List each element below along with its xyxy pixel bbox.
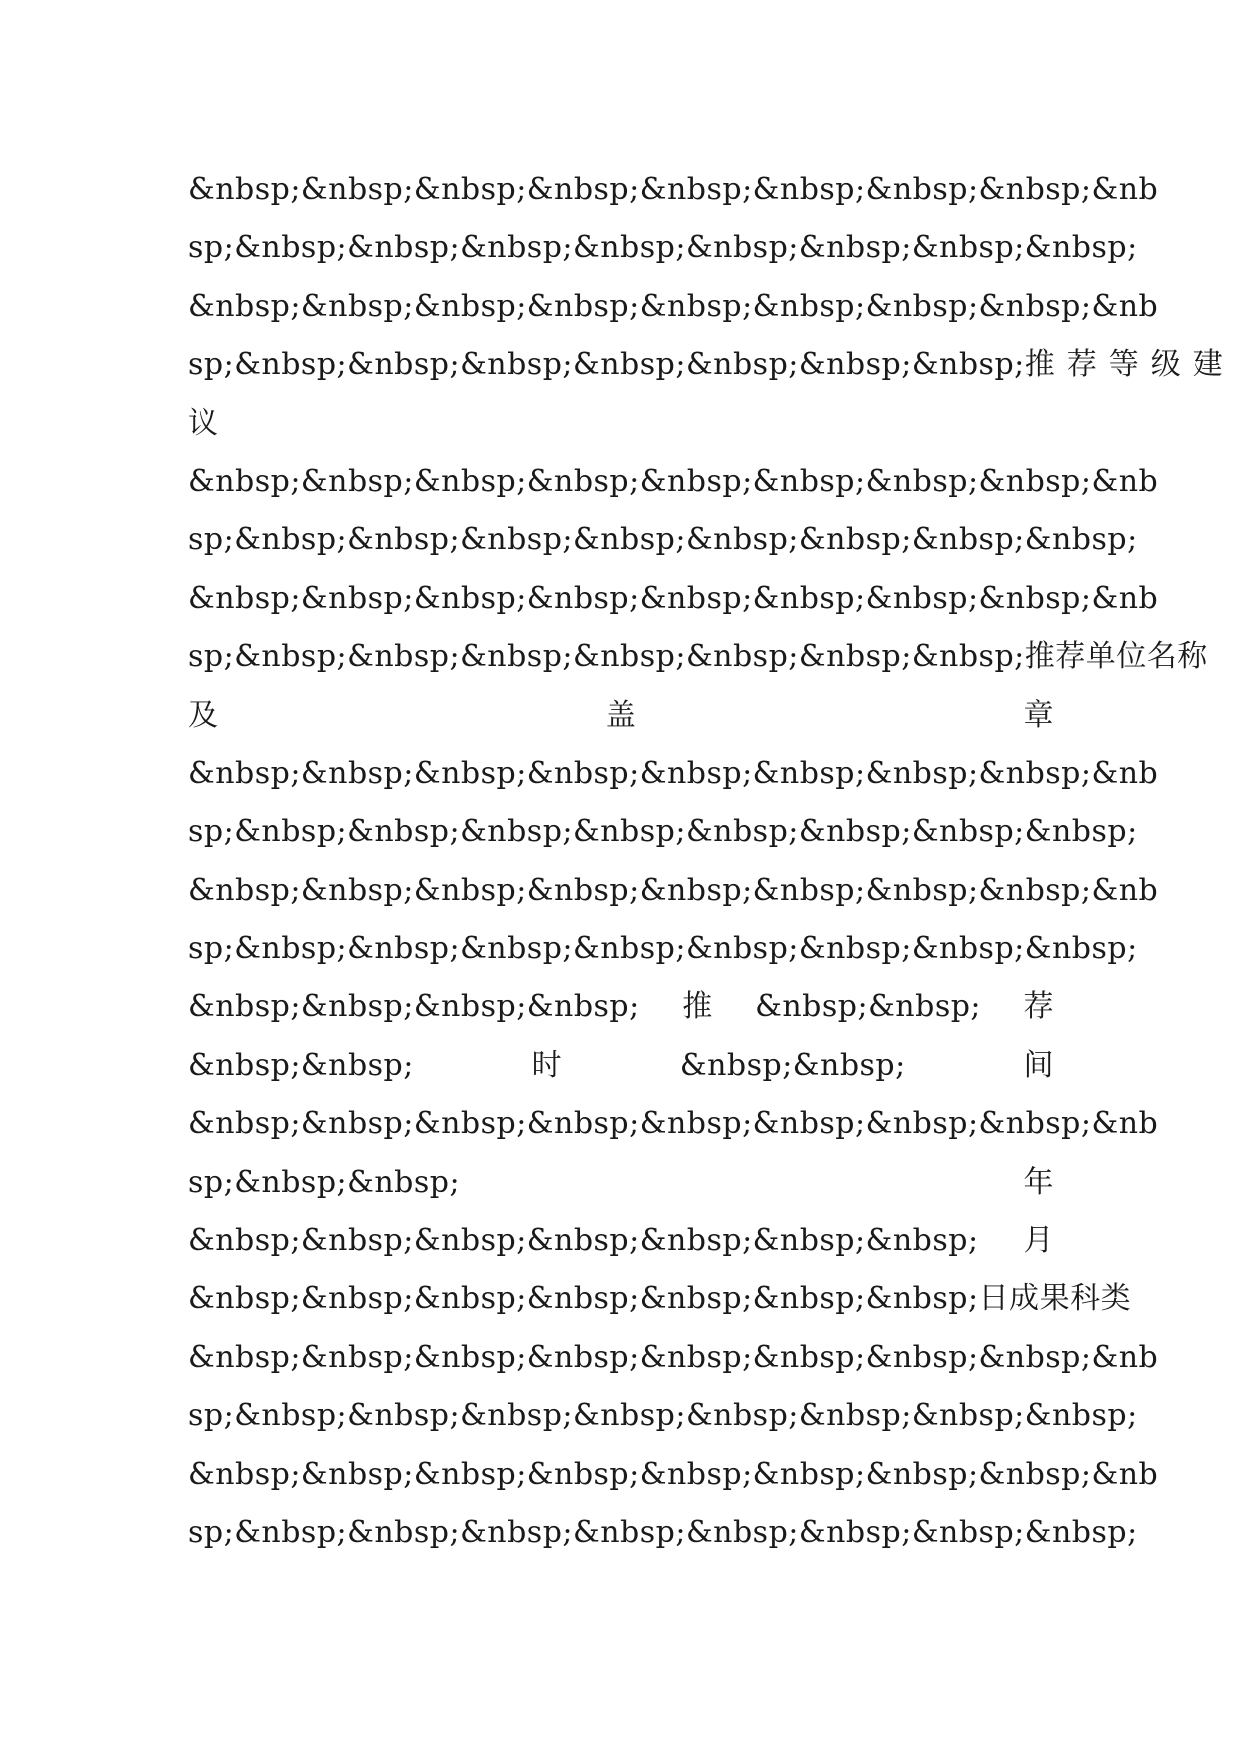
text-line: sp;&nbsp;&nbsp;&nbsp;&nbsp;&nbsp;&nbsp;&nbsp;&nbsp;	[188, 230, 1138, 266]
text-fragment: &nbsp;&nbsp;&nbsp;&nbsp;&nbsp;&nbsp;&nbsp;	[188, 1281, 979, 1317]
text-line-day-category	[188, 1270, 1132, 1328]
text-fragment: 年	[1023, 1164, 1054, 1200]
text-fragment: 章	[1023, 697, 1054, 733]
text-fragment: 月	[1023, 1223, 1054, 1259]
text-fragment: 及	[188, 697, 219, 733]
text-line: 议	[188, 405, 219, 441]
text-fragment: 荐	[1023, 989, 1054, 1025]
text-fragment: sp;&nbsp;&nbsp;&nbsp;&nbsp;&nbsp;&nbsp;&nbsp;	[188, 347, 1025, 383]
text-line-year	[188, 1154, 1054, 1212]
text-line: &nbsp;&nbsp;&nbsp;&nbsp;&nbsp;&nbsp;&nbsp;&nbsp;&nb	[188, 1106, 1159, 1142]
text-fragment: &nbsp;&nbsp;	[755, 989, 982, 1025]
text-line-recommend-level	[188, 336, 1235, 394]
text-fragment: 盖	[605, 697, 637, 733]
body-text	[188, 161, 1235, 1562]
text-fragment: sp;&nbsp;&nbsp;	[188, 1164, 461, 1200]
text-fragment: 日成	[978, 1281, 1040, 1317]
text-line: &nbsp;&nbsp;&nbsp;&nbsp;&nbsp;&nbsp;&nbsp;&nbsp;&nb	[188, 172, 1159, 207]
label-recommend-level: 推荐等级建	[1024, 347, 1235, 383]
text-fragment: 科	[1070, 1281, 1101, 1317]
text-fragment: 间	[1023, 1047, 1054, 1083]
text-fragment: 类	[1100, 1281, 1132, 1317]
text-line: &nbsp;&nbsp;&nbsp;&nbsp;&nbsp;&nbsp;&nbsp;&nbsp;&nb	[188, 288, 1159, 324]
text-line: &nbsp;&nbsp;&nbsp;&nbsp;&nbsp;&nbsp;&nbsp;&nbsp;&nb	[188, 580, 1159, 616]
text-line: sp;&nbsp;&nbsp;&nbsp;&nbsp;&nbsp;&nbsp;&nbsp;&nbsp;	[188, 1398, 1138, 1434]
text-line: &nbsp;&nbsp;&nbsp;&nbsp;&nbsp;&nbsp;&nbsp;&nbsp;&nb	[188, 1456, 1159, 1492]
text-fragment: &nbsp;&nbsp;	[188, 1047, 414, 1083]
text-line: &nbsp;&nbsp;&nbsp;&nbsp;&nbsp;&nbsp;&nbsp;&nbsp;&nb	[188, 463, 1159, 499]
text-fragment: &nbsp;&nbsp;&nbsp;&nbsp;	[188, 989, 640, 1025]
text-line: sp;&nbsp;&nbsp;&nbsp;&nbsp;&nbsp;&nbsp;&nbsp;&nbsp;	[188, 931, 1138, 967]
text-fragment: &nbsp;&nbsp;&nbsp;&nbsp;&nbsp;&nbsp;&nbsp;	[188, 1223, 979, 1259]
text-fragment: &nbsp;&nbsp;	[679, 1047, 906, 1083]
text-fragment: 时	[531, 1047, 563, 1083]
text-fragment: sp;&nbsp;&nbsp;&nbsp;&nbsp;&nbsp;&nbsp;&nbsp;	[188, 639, 1025, 675]
text-line-recommending-unit	[188, 628, 1208, 686]
text-line: sp;&nbsp;&nbsp;&nbsp;&nbsp;&nbsp;&nbsp;&nbsp;&nbsp;	[188, 814, 1138, 850]
text-line-month	[188, 1212, 1054, 1270]
text-line-time	[188, 1037, 1054, 1095]
text-fragment: 果	[1039, 1281, 1071, 1317]
text-line: &nbsp;&nbsp;&nbsp;&nbsp;&nbsp;&nbsp;&nbsp;&nbsp;&nb	[188, 872, 1159, 908]
text-line: sp;&nbsp;&nbsp;&nbsp;&nbsp;&nbsp;&nbsp;&nbsp;&nbsp;	[188, 522, 1138, 558]
text-line: sp;&nbsp;&nbsp;&nbsp;&nbsp;&nbsp;&nbsp;&nbsp;&nbsp;	[188, 1514, 1138, 1550]
text-line-seal	[188, 687, 1054, 745]
text-fragment: 推	[682, 989, 713, 1025]
text-line: &nbsp;&nbsp;&nbsp;&nbsp;&nbsp;&nbsp;&nbsp;&nbsp;&nb	[188, 755, 1159, 791]
text-line-recommend	[188, 978, 1054, 1036]
text-line: &nbsp;&nbsp;&nbsp;&nbsp;&nbsp;&nbsp;&nbsp;&nbsp;&nb	[188, 1339, 1159, 1375]
label-recommending-unit: 推荐单位名称	[1024, 639, 1208, 675]
